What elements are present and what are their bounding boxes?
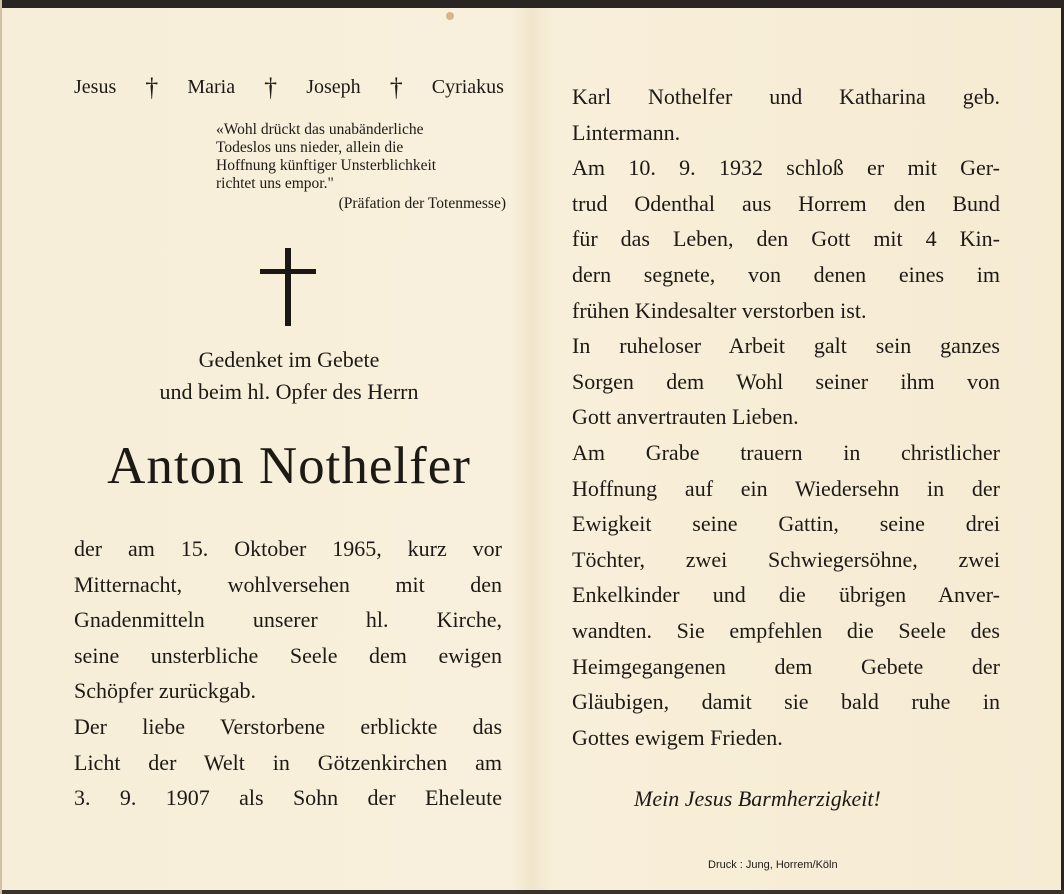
deceased-name: Anton Nothelfer <box>107 437 471 495</box>
cross-icon <box>260 248 316 326</box>
quote-line: Todeslos uns nieder, allein die <box>216 139 404 156</box>
text-line: Hoffnung auf ein Wiedersehn in der <box>572 475 1000 501</box>
text-line: Töchter, zwei Schwiegersöhne, zwei <box>572 546 1000 572</box>
text-line: 3. 9. 1907 als Sohn der Eheleute <box>74 785 502 811</box>
text-line: trud Odenthal aus Horrem den Bund <box>572 190 1000 216</box>
text-line: frühen Kindesalter verstorben ist. <box>572 297 867 323</box>
left-edge <box>0 0 2 894</box>
prayer-line: Gedenket im Gebete <box>198 347 380 372</box>
text-line: wandten. Sie empfehlen die Seele des <box>572 617 1000 643</box>
text-line: seine unsterbliche Seele dem ewigen <box>74 642 502 668</box>
prayer-line: und beim hl. Opfer des Herrn <box>159 379 419 404</box>
text-line: Lintermann. <box>572 119 681 145</box>
prayer-request <box>74 344 504 408</box>
text-line: Gottes ewigem Frieden. <box>572 724 783 750</box>
text-line: Am 10. 9. 1932 schloß er mit Ger- <box>572 155 1000 181</box>
text-line: Heimgegangenen dem Gebete der <box>572 653 1000 679</box>
dagger-icon: † <box>389 72 403 102</box>
name-joseph: Joseph <box>306 76 361 98</box>
printer-imprint: Druck : Jung, Horrem/Köln <box>708 859 838 871</box>
text-line: Gläubigen, damit sie bald ruhe in <box>572 689 1000 715</box>
text-line: Schöpfer zurückgab. <box>74 678 257 704</box>
holy-names-header <box>74 72 504 102</box>
text-line: In ruheloser Arbeit galt sein ganzes <box>572 333 1000 359</box>
quote-line: «Wohl drückt das unabänderliche <box>216 121 424 138</box>
quote-line: richtet uns empor." <box>216 175 334 192</box>
right-text-block <box>572 79 1000 755</box>
dagger-icon: † <box>264 72 278 102</box>
text-line: Der liebe Verstorbene erblickte das <box>74 713 502 739</box>
text-line: der am 15. Oktober 1965, kurz vor <box>74 536 502 561</box>
left-text-block <box>74 531 502 816</box>
quote-block <box>216 121 506 213</box>
quote-line: Hoffnung künftiger Unsterblichkeit <box>216 157 437 174</box>
name-jesus: Jesus <box>74 76 117 98</box>
dagger-icon: † <box>145 72 159 102</box>
text-line: Mitternacht, wohlversehen mit den <box>74 571 502 597</box>
text-line: Gott anvertrauten Lieben. <box>572 404 799 430</box>
text-line: Licht der Welt in Götzenkirchen am <box>74 749 502 775</box>
text-line: Sorgen dem Wohl seiner ihm von <box>572 368 1000 394</box>
text-line: Am Grabe trauern in christlicher <box>572 439 1000 465</box>
text-line: dern segnete, von denen eines im <box>572 261 1000 287</box>
text-line: Ewigkeit seine Gattin, seine drei <box>572 511 1000 537</box>
text-line: Gnadenmitteln unserer hl. Kirche, <box>74 607 502 633</box>
closing-prayer: Mein Jesus Barmherzigkeit! <box>634 786 881 811</box>
text-line: für das Leben, den Gott mit 4 Kin- <box>572 226 1000 252</box>
text-line: Karl Nothelfer und Katharina geb. <box>572 84 1000 109</box>
top-edge <box>0 0 1064 8</box>
paper-speck <box>446 12 454 20</box>
text-line: Enkelkinder und die übrigen Anver- <box>572 582 1000 608</box>
bottom-edge <box>0 890 1064 894</box>
name-cyriakus: Cyriakus <box>431 76 504 98</box>
name-maria: Maria <box>187 76 236 98</box>
quote-source: (Präfation der Totenmesse) <box>338 195 506 212</box>
